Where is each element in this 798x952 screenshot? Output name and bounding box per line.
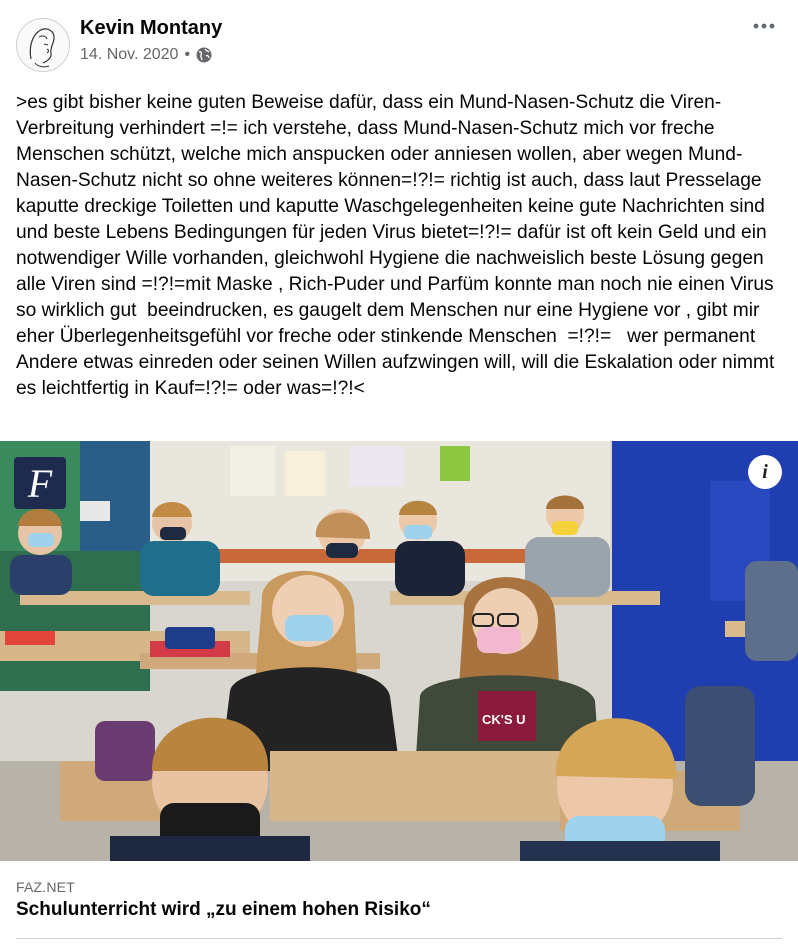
post-header [0,0,798,80]
author-avatar[interactable] [16,18,70,72]
post-date[interactable]: 14. Nov. 2020 [80,46,179,63]
link-preview-footer[interactable] [0,861,798,939]
faz-logo: F [14,457,66,509]
link-preview-image[interactable] [0,441,798,861]
link-title[interactable]: Schulunterricht wird „zu einem hohen Risiko“ [16,899,431,920]
author-name[interactable]: Kevin Montany [80,17,223,39]
post-text: >es gibt bisher keine guten Beweise dafür, dass ein Mund-Nasen-Schutz die Viren-Verbreitung verhindert =!= ich verstehe, dass Mund-Nasen-Schutz mich vor freche Menschen schützt, welche mich anspucken oder anniesen wollen, aber wegen Mund-Nasen-Schutz nicht so ohne weiteres können=!?!= richtig ist auch, dass laut Presselage kaputte dreckige Toiletten und kaputte Waschgelegenheiten keine gute Nachrichten sind und beste Lebens Bedingungen für jeden Virus bietet=!?!= dafür ist oft kein Geld und ein notwendiger Wille vorhanden, gleichwohl Hygiene die nachweislich beste Lösung gegen alle Viren sind =!?!=mit Maske , Rich-Puder und Parfüm konnte man noch nie einen Virus so wirklich gut beeindrucken, es gaugelt dem Menschen nur eine Hygiene vor , gibt mir eher Überlegenheitsgefühl vor freche oder stinkende Menschen =!?!= wer permanent Andere etwas einreden oder seinen Willen aufzwingen will, will die Eskalation oder nimmt es leichtfertig in Kauf=!?!= oder was=!?!< [16,92,780,399]
divider [16,938,782,939]
globe-icon [196,47,212,63]
link-domain: FAZ.NET [16,879,75,895]
avatar-sketch-icon [17,19,69,71]
post-meta [80,46,212,64]
sweater-print: CK'S U [482,712,526,727]
meta-separator: • [184,46,191,63]
classroom-photo [0,441,798,861]
info-icon[interactable]: i [748,455,782,489]
more-options-icon[interactable] [752,14,776,38]
